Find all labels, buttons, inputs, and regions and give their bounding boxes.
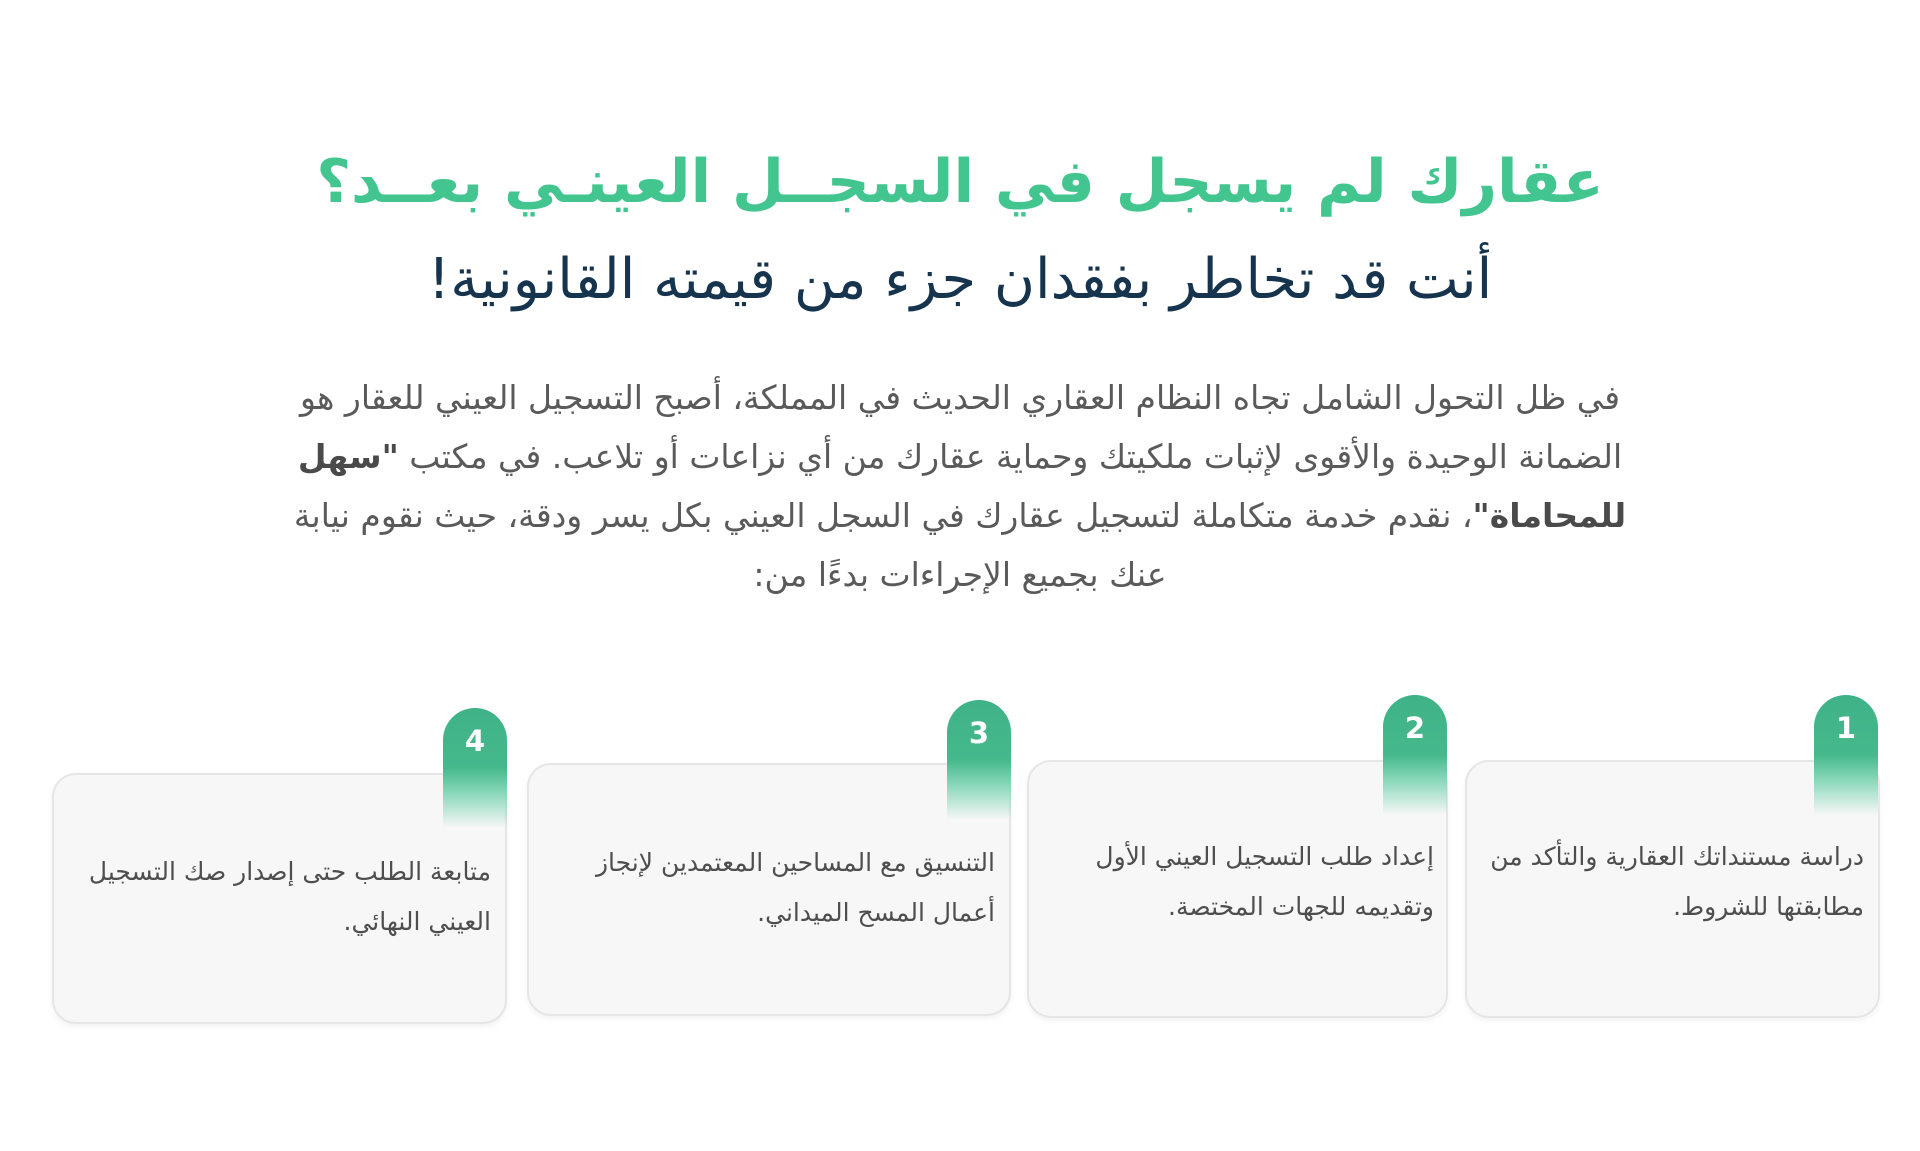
step-number-1: 1 bbox=[1835, 711, 1857, 745]
step-card-4 bbox=[52, 773, 507, 1024]
step-number-4: 4 bbox=[464, 724, 486, 758]
intro-text-part1: في ظل التحول الشامل تجاه النظام العقاري الحديث في المملكة، أصبح التسجيل العيني للعقار هو الضمانة الوحيدة والأقوى لإثبات ملكيتك وحماية عقارك من أي نزاعات أو تلاعب. في مكتب bbox=[299, 378, 1623, 476]
brand-name: "سهل للمحاماة" bbox=[297, 437, 1627, 535]
page-title: عقارك لم يسجل في السجــل العينـي بعــد؟ bbox=[316, 147, 1604, 217]
step-number-2: 2 bbox=[1404, 711, 1426, 745]
step-card-3 bbox=[527, 763, 1011, 1016]
step-card-1-text: دراسة مستنداتك العقارية والتأكد من مطابقتها للشروط. bbox=[1490, 842, 1864, 921]
step-badge-1 bbox=[1814, 695, 1878, 815]
step-card-4-text: متابعة الطلب حتى إصدار صك التسجيل العيني النهائي. bbox=[88, 857, 491, 936]
intro-paragraph bbox=[272, 368, 1648, 604]
step-card-2-text: إعداد طلب التسجيل العيني الأول وتقديمه للجهات المختصة. bbox=[1095, 842, 1434, 921]
step-badge-3 bbox=[947, 700, 1011, 820]
step-badge-2 bbox=[1383, 695, 1447, 815]
page-subtitle: أنت قد تخاطر بفقدان جزء من قيمته القانونية! bbox=[427, 247, 1493, 312]
step-badge-4 bbox=[443, 708, 507, 828]
intro-text-part2: ، نقدم خدمة متكاملة لتسجيل عقارك في السجل العيني بكل يسر ودقة، حيث نقوم نيابة عنك بجميع الإجراءات بدءًا من: bbox=[293, 496, 1473, 594]
step-card-3-text: التنسيق مع المساحين المعتمدين لإنجاز أعمال المسح الميداني. bbox=[595, 848, 995, 927]
step-number-3: 3 bbox=[968, 716, 990, 750]
